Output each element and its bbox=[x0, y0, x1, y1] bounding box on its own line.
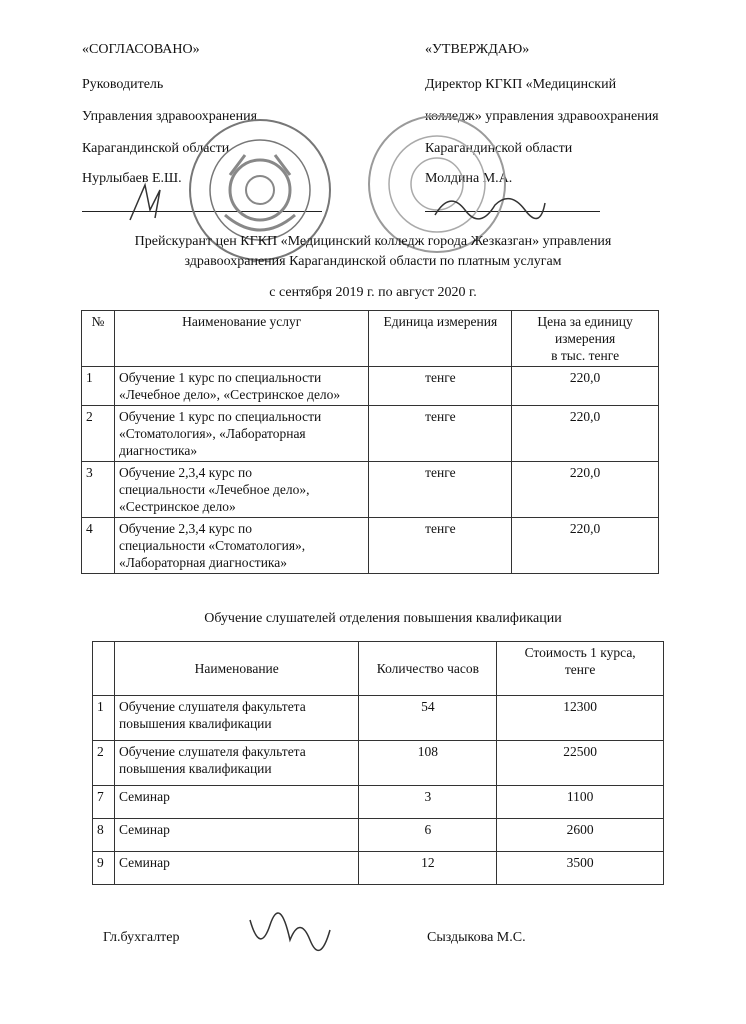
table-row bbox=[82, 406, 659, 462]
table-row bbox=[93, 696, 664, 741]
chief-accountant-name: Сыздыкова М.С. bbox=[427, 930, 526, 945]
table-row bbox=[93, 819, 664, 852]
price-list-title-line-1: Прейскурант цен КГКП «Медицинский колледж города Жезказган» управления bbox=[134, 234, 612, 249]
row-hours: 12 bbox=[359, 852, 497, 885]
agreed-name: Нурлыбаев Е.Ш. bbox=[82, 171, 182, 186]
table-row bbox=[93, 786, 664, 819]
approve-line-1: Директор КГКП «Медицинский bbox=[425, 77, 617, 92]
price-list-period: с сентября 2019 г. по август 2020 г. bbox=[269, 285, 477, 300]
header-cost bbox=[497, 642, 664, 696]
chief-accountant-role: Гл.бухгалтер bbox=[103, 930, 180, 945]
header-name: Наименование bbox=[114, 642, 359, 696]
table-row bbox=[93, 852, 664, 885]
row-cost: 12300 bbox=[497, 696, 664, 741]
row-number: 4 bbox=[82, 518, 115, 574]
price-list-title-line-2: здравоохранения Карагандинской области по платным услугам bbox=[184, 254, 562, 269]
header-hours: Количество часов bbox=[359, 642, 497, 696]
table-row bbox=[82, 462, 659, 518]
approve-signature bbox=[430, 185, 550, 225]
row-hours: 54 bbox=[359, 696, 497, 741]
price-table bbox=[81, 310, 659, 574]
row-name: Семинар bbox=[114, 786, 359, 819]
row-number: 2 bbox=[82, 406, 115, 462]
row-number: 1 bbox=[82, 367, 115, 406]
accountant-signature bbox=[245, 910, 335, 960]
agreed-title: «СОГЛАСОВАНО» bbox=[82, 42, 200, 57]
qualification-table bbox=[92, 641, 664, 885]
header-number bbox=[93, 642, 115, 696]
header-price-line-2: измерения bbox=[554, 331, 616, 346]
row-number: 1 bbox=[93, 696, 115, 741]
header-unit: Единица измерения bbox=[369, 311, 512, 367]
row-number: 2 bbox=[93, 741, 115, 786]
row-hours: 3 bbox=[359, 786, 497, 819]
row-price: 220,0 bbox=[512, 406, 659, 462]
row-unit: тенге bbox=[369, 406, 512, 462]
table-row bbox=[82, 367, 659, 406]
row-cost: 1100 bbox=[497, 786, 664, 819]
table-row bbox=[93, 741, 664, 786]
row-cost: 22500 bbox=[497, 741, 664, 786]
row-name: Семинар bbox=[114, 819, 359, 852]
row-number: 3 bbox=[82, 462, 115, 518]
header-cost-line-1: Стоимость 1 курса, bbox=[524, 645, 636, 660]
qualification-table-header bbox=[93, 642, 664, 696]
price-table-header bbox=[82, 311, 659, 367]
approve-name: Молдина М.А. bbox=[425, 171, 513, 186]
row-unit: тенге bbox=[369, 367, 512, 406]
agreed-line-3: Карагандинской области bbox=[82, 141, 230, 156]
row-unit: тенге bbox=[369, 518, 512, 574]
row-name: Семинар bbox=[114, 852, 359, 885]
header-number: № bbox=[82, 311, 115, 367]
row-service-name: Обучение 1 курс по специальности «Стоматология», «Лабораторная диагностика» bbox=[114, 406, 369, 462]
row-price: 220,0 bbox=[512, 518, 659, 574]
header-price-line-1: Цена за единицу bbox=[537, 314, 633, 329]
row-unit: тенге bbox=[369, 462, 512, 518]
row-number: 7 bbox=[93, 786, 115, 819]
row-price: 220,0 bbox=[512, 462, 659, 518]
row-name: Обучение слушателя факультета повышения квалификации bbox=[114, 741, 359, 786]
row-service-name: Обучение 2,3,4 курс по специальности «Стоматология», «Лабораторная диагностика» bbox=[114, 518, 369, 574]
row-cost: 3500 bbox=[497, 852, 664, 885]
row-cost: 2600 bbox=[497, 819, 664, 852]
row-number: 8 bbox=[93, 819, 115, 852]
agreed-line-2: Управления здравоохранения bbox=[82, 109, 258, 124]
row-price: 220,0 bbox=[512, 367, 659, 406]
header-service-name: Наименование услуг bbox=[114, 311, 369, 367]
row-service-name: Обучение 2,3,4 курс по специальности «Лечебное дело», «Сестринское дело» bbox=[114, 462, 369, 518]
approve-line-2: колледж» управления здравоохранения bbox=[425, 109, 659, 124]
row-name: Обучение слушателя факультета повышения квалификации bbox=[114, 696, 359, 741]
approve-line-3: Карагандинской области bbox=[425, 141, 573, 156]
row-service-name: Обучение 1 курс по специальности «Лечебное дело», «Сестринское дело» bbox=[114, 367, 369, 406]
header-cost-line-2: тенге bbox=[564, 662, 596, 677]
row-hours: 6 bbox=[359, 819, 497, 852]
section2-title: Обучение слушателей отделения повышения квалификации bbox=[204, 611, 562, 626]
table-row bbox=[82, 518, 659, 574]
header-price-line-3: в тыс. тенге bbox=[551, 348, 620, 363]
row-number: 9 bbox=[93, 852, 115, 885]
row-hours: 108 bbox=[359, 741, 497, 786]
header-price bbox=[512, 311, 659, 367]
agreed-signature bbox=[120, 180, 180, 225]
approve-title: «УТВЕРЖДАЮ» bbox=[425, 42, 530, 57]
agreed-line-1: Руководитель bbox=[82, 77, 164, 92]
